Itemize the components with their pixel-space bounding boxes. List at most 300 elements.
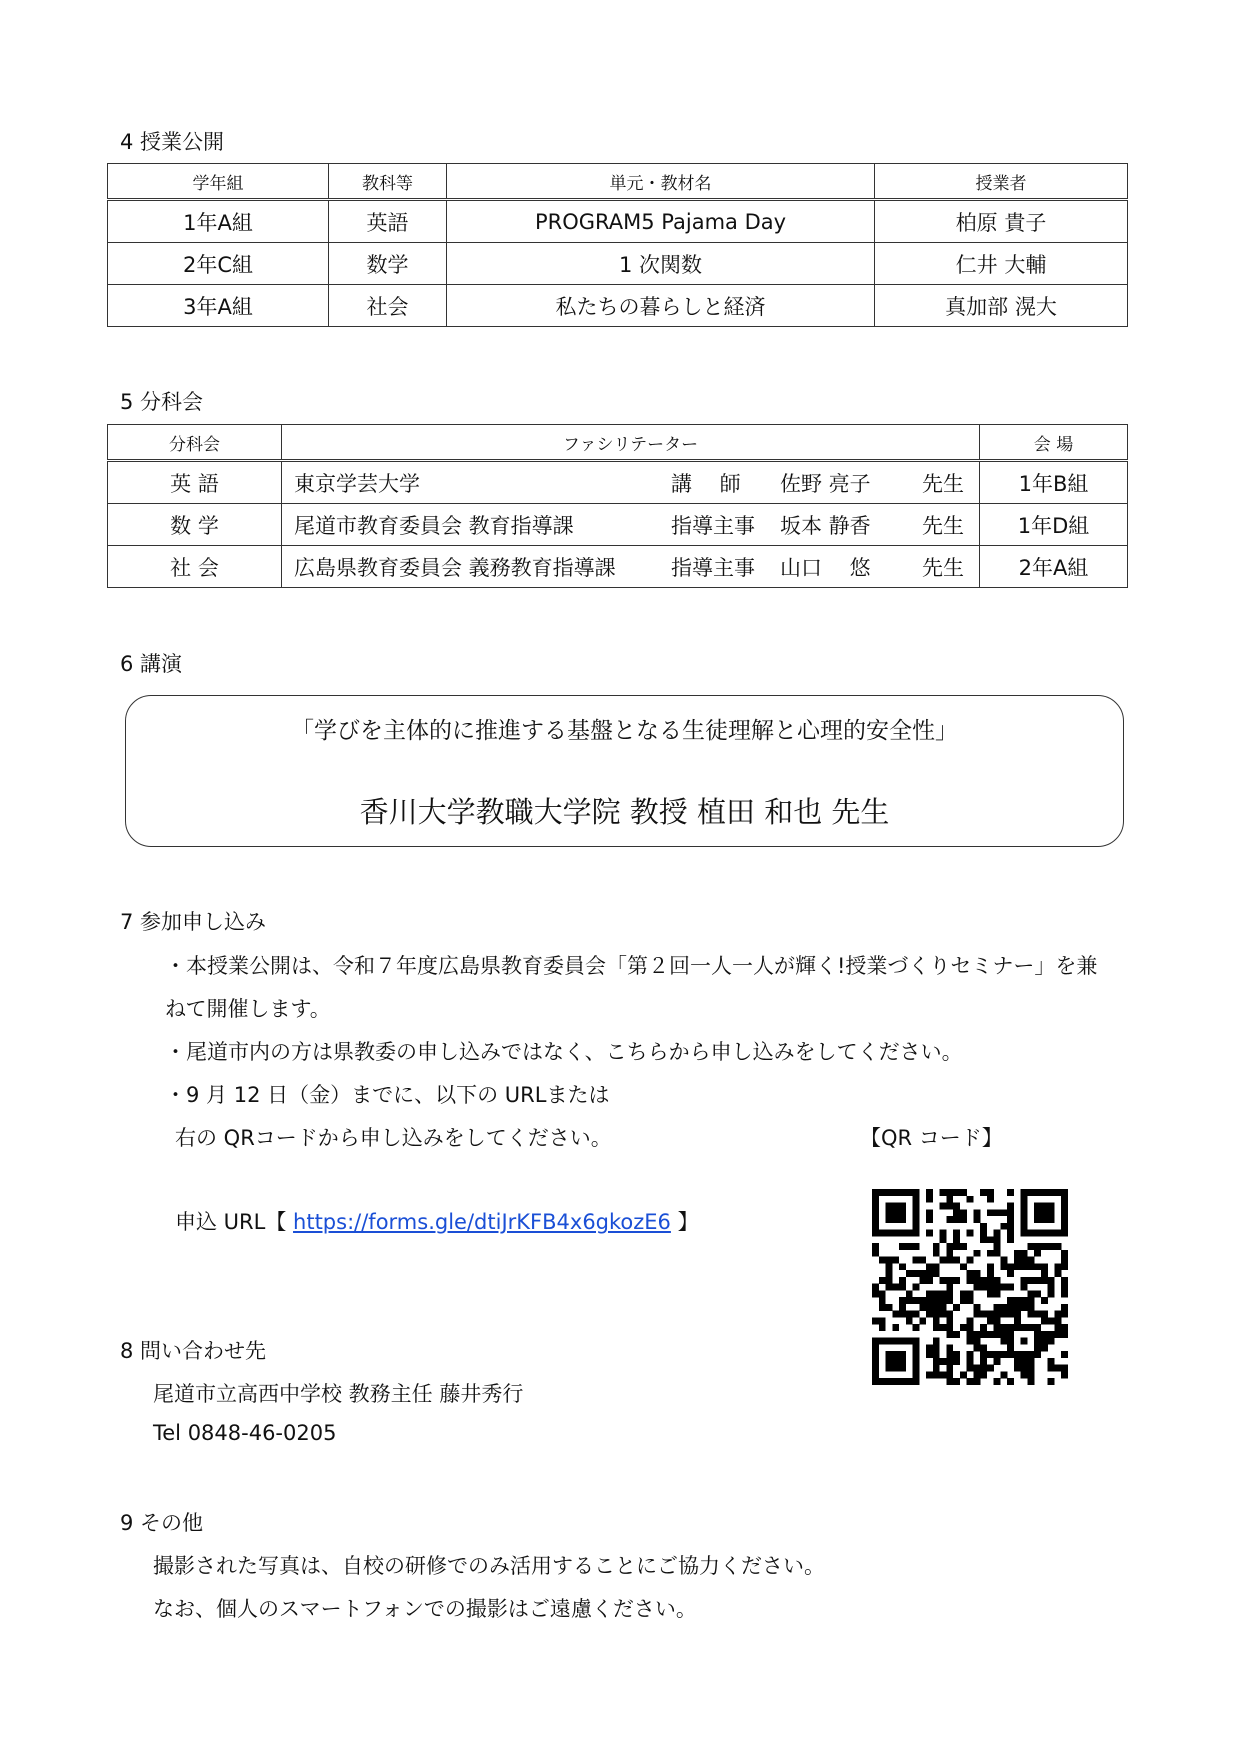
qr-module (946, 1331, 953, 1338)
qr-module (973, 1216, 980, 1223)
qr-module (953, 1351, 960, 1358)
qr-module (967, 1257, 974, 1264)
section5-heading: 5 分科会 (120, 390, 204, 414)
class-cell: 2年C組 (108, 243, 329, 285)
facilitator-honorific: 先生 (922, 471, 964, 496)
qr-module (1061, 1216, 1068, 1223)
qr-module (933, 1304, 940, 1311)
qr-module (1034, 1250, 1041, 1257)
qr-module (906, 1378, 913, 1385)
qr-module (1061, 1277, 1068, 1284)
qr-module (946, 1189, 953, 1196)
qr-module (872, 1223, 879, 1230)
table-row (108, 504, 1128, 546)
qr-module (1014, 1257, 1021, 1264)
qr-module (1027, 1365, 1034, 1372)
qr-module (1007, 1344, 1014, 1351)
qr-module (967, 1297, 974, 1304)
qr-module (1021, 1216, 1028, 1223)
qr-module (933, 1311, 940, 1318)
qr-module (879, 1297, 886, 1304)
qr-module (1048, 1230, 1055, 1237)
qr-module (1007, 1203, 1014, 1210)
qr-module (960, 1216, 967, 1223)
group-subject-cell: 社 会 (108, 546, 282, 588)
qr-module (892, 1378, 899, 1385)
qr-module (946, 1358, 953, 1365)
qr-module (946, 1216, 953, 1223)
qr-module (940, 1203, 947, 1210)
qr-module (1061, 1311, 1068, 1318)
qr-module (1007, 1284, 1014, 1291)
qr-module (1034, 1189, 1041, 1196)
lecture-title: 「学びを主体的に推進する基盤となる生徒理解と心理的安全性」 (291, 718, 958, 744)
qr-module (1034, 1311, 1041, 1318)
qr-module (967, 1378, 974, 1385)
qr-module (953, 1304, 960, 1311)
qr-module (946, 1203, 953, 1210)
qr-module (886, 1284, 893, 1291)
qr-module (973, 1371, 980, 1378)
qr-module (1027, 1290, 1034, 1297)
qr-module (899, 1263, 906, 1270)
qr-module (1041, 1270, 1048, 1277)
qr-module (933, 1371, 940, 1378)
teacher-cell: 柏原 貴子 (875, 200, 1128, 243)
qr-module (940, 1371, 947, 1378)
contact-line: Tel 0848-46-0205 (153, 1421, 337, 1445)
subject-cell: 英語 (329, 200, 447, 243)
qr-module (899, 1277, 906, 1284)
qr-module (1000, 1338, 1007, 1345)
qr-module (913, 1230, 920, 1237)
qr-module (1061, 1284, 1068, 1291)
qr-module (987, 1270, 994, 1277)
facilitator-honorific: 先生 (922, 555, 964, 580)
qr-module (892, 1230, 899, 1237)
qr-module (953, 1230, 960, 1237)
section4-heading: 4 授業公開 (120, 130, 225, 154)
qr-module (960, 1290, 967, 1297)
table-row (108, 546, 1128, 588)
other-line: 撮影された写真は、自校の研修でのみ活用することにご協力ください。 (153, 1554, 825, 1578)
qr-module (967, 1351, 974, 1358)
qr-module (1021, 1189, 1028, 1196)
qr-module (899, 1297, 906, 1304)
qr-module (946, 1297, 953, 1304)
qr-module (1000, 1331, 1007, 1338)
qr-module (1048, 1203, 1055, 1210)
qr-module (919, 1277, 926, 1284)
qr-module (980, 1358, 987, 1365)
qr-module (906, 1297, 913, 1304)
qr-module (973, 1331, 980, 1338)
column-header: 教科等 (329, 164, 447, 200)
qr-module (1014, 1358, 1021, 1365)
qr-module (886, 1304, 893, 1311)
qr-module (946, 1365, 953, 1372)
qr-module (1054, 1365, 1061, 1372)
qr-module (1041, 1189, 1048, 1196)
qr-module (1000, 1324, 1007, 1331)
lesson-table-header (108, 164, 1128, 200)
signup-url-link[interactable]: https://forms.gle/dtiJrKFB4x6gkozE6 (293, 1210, 671, 1234)
qr-module (1014, 1351, 1021, 1358)
qr-module (913, 1358, 920, 1365)
qr-module (973, 1209, 980, 1216)
qr-module (899, 1358, 906, 1365)
qr-module (953, 1257, 960, 1264)
qr-module (994, 1324, 1001, 1331)
qr-module (967, 1358, 974, 1365)
qr-module (980, 1344, 987, 1351)
qr-module (906, 1230, 913, 1237)
qr-module (1000, 1284, 1007, 1291)
qr-module (906, 1317, 913, 1324)
facilitator-name: 坂本 静香 (780, 513, 871, 538)
qr-module (967, 1324, 974, 1331)
qr-module (940, 1230, 947, 1237)
qr-module (1041, 1297, 1048, 1304)
qr-module (879, 1290, 886, 1297)
qr-module (899, 1378, 906, 1385)
qr-module (980, 1277, 987, 1284)
unit-cell: 1 次関数 (447, 243, 875, 285)
qr-module (926, 1209, 933, 1216)
qr-module (1021, 1304, 1028, 1311)
qr-module (913, 1243, 920, 1250)
qr-module (1027, 1189, 1034, 1196)
qr-module (906, 1338, 913, 1345)
qr-module (994, 1250, 1001, 1257)
lesson-table (107, 163, 1128, 327)
qr-module (899, 1189, 906, 1196)
qr-module (1007, 1311, 1014, 1318)
qr-module (899, 1216, 906, 1223)
qr-module (919, 1304, 926, 1311)
qr-module (1048, 1365, 1055, 1372)
qr-module (872, 1358, 879, 1365)
qr-module (994, 1351, 1001, 1358)
table-row (108, 461, 1128, 504)
qr-module (1041, 1344, 1048, 1351)
qr-module (987, 1290, 994, 1297)
qr-module (1014, 1324, 1021, 1331)
qr-module (987, 1196, 994, 1203)
qr-module (933, 1317, 940, 1324)
qr-module (933, 1338, 940, 1345)
qr-module (994, 1277, 1001, 1284)
qr-module (872, 1284, 879, 1291)
group-subject-cell: 英 語 (108, 461, 282, 504)
qr-module (953, 1216, 960, 1223)
qr-module (926, 1371, 933, 1378)
qr-module (1061, 1250, 1068, 1257)
subject-cell: 数学 (329, 243, 447, 285)
qr-module (926, 1189, 933, 1196)
qr-module (1054, 1317, 1061, 1324)
qr-module (1054, 1230, 1061, 1237)
qr-module (1034, 1324, 1041, 1331)
qr-module (994, 1317, 1001, 1324)
qr-module (933, 1297, 940, 1304)
qr-module (926, 1311, 933, 1318)
qr-module (1000, 1351, 1007, 1358)
qr-module (1061, 1324, 1068, 1331)
qr-module (1034, 1331, 1041, 1338)
qr-module (1027, 1297, 1034, 1304)
qr-module (946, 1243, 953, 1250)
qr-module (1061, 1263, 1068, 1270)
qr-module (933, 1365, 940, 1372)
qr-module (892, 1257, 899, 1264)
qr-module (892, 1311, 899, 1318)
qr-module (987, 1284, 994, 1291)
qr-module (886, 1230, 893, 1237)
qr-module (1000, 1263, 1007, 1270)
facilitator-org: 東京学芸大学 (294, 471, 420, 496)
qr-module (886, 1270, 893, 1277)
qr-module (967, 1331, 974, 1338)
qr-module (987, 1351, 994, 1358)
qr-module (960, 1189, 967, 1196)
qr-module (1061, 1304, 1068, 1311)
qr-module (953, 1209, 960, 1216)
qr-module (946, 1371, 953, 1378)
qr-module (953, 1378, 960, 1385)
qr-module (946, 1344, 953, 1351)
qr-module (973, 1284, 980, 1291)
section6-heading: 6 講演 (120, 652, 183, 676)
qr-module (886, 1203, 893, 1210)
qr-module (1007, 1324, 1014, 1331)
qr-module (872, 1365, 879, 1372)
qr-module (886, 1209, 893, 1216)
other-line: なお、個人のスマートフォンでの撮影はご遠慮ください。 (153, 1597, 697, 1621)
qr-module (933, 1263, 940, 1270)
qr-module (994, 1243, 1001, 1250)
qr-module (1054, 1243, 1061, 1250)
qr-module (886, 1277, 893, 1284)
qr-module (1041, 1230, 1048, 1237)
qr-module (913, 1209, 920, 1216)
qr-module (967, 1270, 974, 1277)
facilitator-title: 指導主事 (671, 513, 755, 538)
qr-module (886, 1263, 893, 1270)
qr-module (913, 1257, 920, 1264)
qr-module (899, 1311, 906, 1318)
lecturer-name: 香川大学教職大学院 教授 植田 和也 先生 (359, 795, 890, 829)
qr-module (892, 1365, 899, 1372)
qr-module (892, 1216, 899, 1223)
qr-module (1021, 1230, 1028, 1237)
qr-module (1000, 1371, 1007, 1378)
qr-module (899, 1243, 906, 1250)
qr-module (933, 1351, 940, 1358)
qr-module (940, 1324, 947, 1331)
facilitator-title: 講 師 (671, 471, 741, 496)
qr-module (1027, 1277, 1034, 1284)
breakout-table (107, 424, 1128, 588)
qr-module (906, 1290, 913, 1297)
qr-module (892, 1209, 899, 1216)
facilitator-org: 広島県教育委員会 義務教育指導課 (294, 555, 616, 580)
table-row (108, 285, 1128, 327)
teacher-cell: 真加部 滉大 (875, 285, 1128, 327)
qr-module (1048, 1216, 1055, 1223)
qr-module (1027, 1257, 1034, 1264)
qr-module (926, 1196, 933, 1203)
qr-module (1007, 1223, 1014, 1230)
venue-cell: 1年D組 (980, 504, 1128, 546)
qr-module (1048, 1331, 1055, 1338)
subject-cell: 社会 (329, 285, 447, 327)
qr-module (879, 1277, 886, 1284)
qr-module (913, 1203, 920, 1210)
qr-module (1021, 1338, 1028, 1345)
qr-module (987, 1317, 994, 1324)
qr-module (1041, 1338, 1048, 1345)
qr-module (879, 1257, 886, 1264)
qr-module (946, 1324, 953, 1331)
qr-module (987, 1236, 994, 1243)
qr-module (1021, 1351, 1028, 1358)
qr-module (1048, 1338, 1055, 1345)
column-header: 授業者 (875, 164, 1128, 200)
qr-module (892, 1324, 899, 1331)
qr-module (872, 1216, 879, 1223)
qr-module (1000, 1311, 1007, 1318)
qr-module (1048, 1277, 1055, 1284)
qr-module (1041, 1311, 1048, 1318)
qr-module (899, 1209, 906, 1216)
qr-module (987, 1209, 994, 1216)
qr-module (913, 1351, 920, 1358)
qr-module (906, 1189, 913, 1196)
qr-module (1021, 1358, 1028, 1365)
qr-module (1054, 1189, 1061, 1196)
qr-module (1021, 1365, 1028, 1372)
qr-module (892, 1189, 899, 1196)
qr-module (987, 1189, 994, 1196)
qr-module (886, 1338, 893, 1345)
column-header: 単元・教材名 (447, 164, 875, 200)
qr-module (933, 1270, 940, 1277)
url-suffix: 】 (677, 1210, 699, 1234)
qr-module (940, 1311, 947, 1318)
qr-module (1027, 1263, 1034, 1270)
qr-module (906, 1270, 913, 1277)
qr-module (1007, 1189, 1014, 1196)
qr-module (872, 1371, 879, 1378)
qr-module (953, 1277, 960, 1284)
qr-module (1021, 1257, 1028, 1264)
qr-module (973, 1277, 980, 1284)
qr-module (1021, 1196, 1028, 1203)
qr-module (940, 1189, 947, 1196)
qr-module (879, 1230, 886, 1237)
qr-module (1034, 1290, 1041, 1297)
qr-module (926, 1277, 933, 1284)
qr-module (960, 1263, 967, 1270)
column-header: 会 場 (980, 425, 1128, 461)
qr-module (919, 1317, 926, 1324)
qr-module (994, 1304, 1001, 1311)
qr-module (1054, 1331, 1061, 1338)
qr-module (899, 1351, 906, 1358)
qr-module (1034, 1351, 1041, 1358)
qr-module (967, 1230, 974, 1237)
qr-code[interactable] (872, 1189, 1068, 1385)
qr-module (919, 1257, 926, 1264)
notice-line: ・本授業公開は、令和７年度広島県教育委員会「第２回一人一人が輝く!授業づくりセミナー」を兼 (165, 954, 1098, 978)
facilitator-name: 佐野 亮子 (780, 471, 871, 496)
qr-module (886, 1351, 893, 1358)
class-cell: 1年A組 (108, 200, 329, 243)
qr-module (913, 1371, 920, 1378)
qr-module (940, 1236, 947, 1243)
qr-module (953, 1358, 960, 1365)
qr-module (1014, 1365, 1021, 1372)
qr-module (973, 1250, 980, 1257)
breakout-table-header (108, 425, 1128, 461)
qr-module (913, 1311, 920, 1318)
qr-module (1048, 1358, 1055, 1365)
qr-module (1061, 1189, 1068, 1196)
qr-module (872, 1338, 879, 1345)
qr-module (987, 1311, 994, 1318)
qr-module (946, 1378, 953, 1385)
qr-module (1041, 1317, 1048, 1324)
qr-module (946, 1277, 953, 1284)
qr-module (872, 1243, 879, 1250)
qr-module (994, 1331, 1001, 1338)
qr-module (886, 1358, 893, 1365)
qr-module (980, 1331, 987, 1338)
qr-module (879, 1189, 886, 1196)
qr-module (973, 1270, 980, 1277)
qr-module (872, 1344, 879, 1351)
qr-module (994, 1230, 1001, 1237)
venue-cell: 2年A組 (980, 546, 1128, 588)
qr-module (899, 1338, 906, 1345)
qr-module (973, 1378, 980, 1385)
contact-line: 尾道市立高西中学校 教務主任 藤井秀行 (153, 1382, 524, 1406)
qr-module (872, 1290, 879, 1297)
qr-module (994, 1236, 1001, 1243)
qr-module (1034, 1263, 1041, 1270)
qr-module (913, 1297, 920, 1304)
qr-module (1007, 1236, 1014, 1243)
qr-module (1061, 1257, 1068, 1264)
qr-module (886, 1378, 893, 1385)
qr-module (1048, 1317, 1055, 1324)
column-header: 分科会 (108, 425, 282, 461)
qr-module (933, 1344, 940, 1351)
facilitator-honorific: 先生 (922, 513, 964, 538)
qr-module (1034, 1277, 1041, 1284)
qr-module (1034, 1243, 1041, 1250)
qr-module (1061, 1223, 1068, 1230)
qr-module (1061, 1203, 1068, 1210)
facilitator-cell (282, 461, 980, 504)
qr-module (926, 1297, 933, 1304)
qr-module (1061, 1331, 1068, 1338)
qr-module (973, 1365, 980, 1372)
qr-module (1061, 1230, 1068, 1237)
qr-module (879, 1378, 886, 1385)
notice-line: ねて開催します。 (165, 997, 331, 1021)
